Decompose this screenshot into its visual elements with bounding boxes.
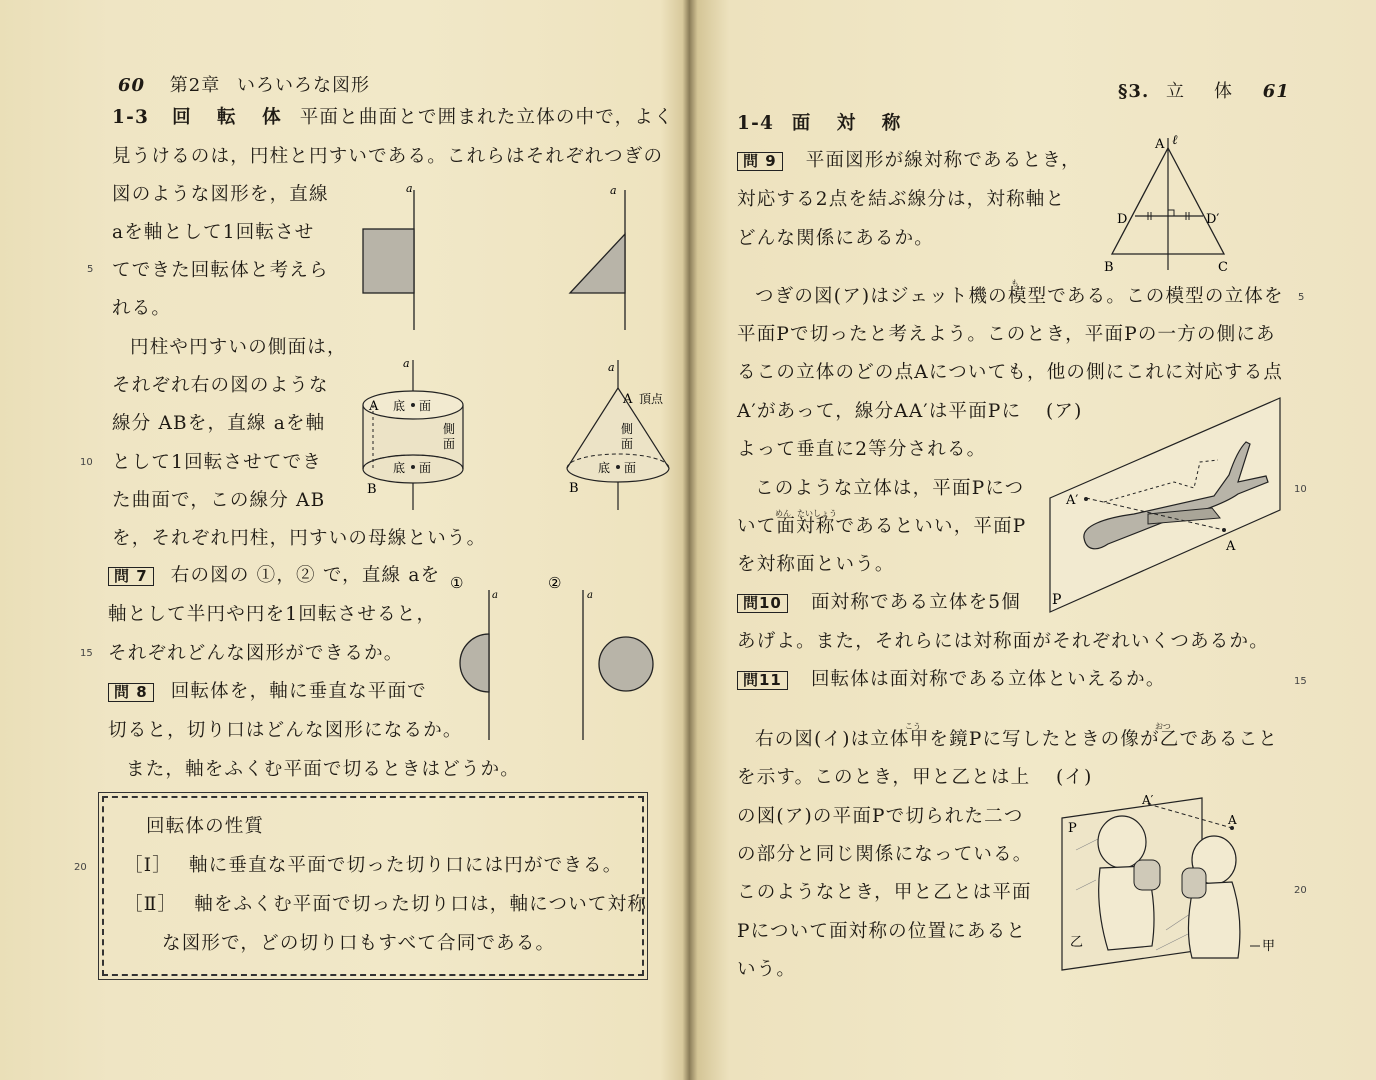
mirror-doll-figure — [1056, 790, 1286, 975]
line-number: 10 — [80, 457, 93, 468]
question-text: また，軸をふくむ平面で切るときはどうか。 — [126, 759, 521, 780]
question-text: 軸として半円や円を1回転させると， — [108, 604, 437, 625]
line-number: 20 — [74, 862, 87, 873]
doll-label: 乙 — [1070, 935, 1084, 950]
question-label: 問 7 — [108, 567, 154, 586]
question-7 — [108, 567, 440, 586]
question-text: どんな関係にあるか。 — [737, 228, 935, 249]
box-item-text: な図形で，どの切り口もすべて合同である。 — [162, 933, 556, 954]
ruby-text: おつ — [1155, 722, 1171, 731]
question-label: 問 9 — [737, 152, 783, 171]
point-label: A — [623, 392, 633, 407]
point-label: B — [569, 481, 579, 496]
question-11 — [737, 671, 1166, 690]
rotation-figures-top — [350, 180, 650, 340]
ruby-text: めん — [775, 509, 791, 518]
figure-label: 底 — [393, 399, 406, 413]
question-text: 対応する2点を結ぶ線分は，対称軸と — [737, 189, 1066, 210]
figure-label: 側 — [443, 422, 456, 436]
text-line: 平面Pで切ったと考えよう。このとき，平面Pの一方の側にあ — [737, 324, 1276, 345]
point-label: C — [1218, 260, 1228, 275]
text-line: 線分 ABを，直線 aを軸 — [112, 413, 326, 434]
plane-label: P — [1068, 821, 1077, 836]
question-text: あげよ。また，それらには対称面がそれぞれいくつあるか。 — [737, 631, 1269, 652]
text-line: の図(ア)の平面Pで切られた二つ — [737, 806, 1024, 827]
text-line: を対称面という。 — [737, 554, 895, 575]
ruby-text: も — [1011, 279, 1019, 288]
question-8 — [108, 683, 427, 702]
chapter-label: 第2章 — [169, 75, 221, 96]
text-line: た曲面で，この線分 AB — [112, 490, 326, 511]
text-line: このような立体は，平面Pにつ — [755, 478, 1025, 499]
text-line: 図のような図形を，直線 — [112, 184, 329, 205]
line-number: 10 — [1294, 484, 1307, 495]
text-line: を示す。このとき，甲と乙とは上 — [737, 767, 1031, 788]
question-label: 問11 — [737, 671, 788, 690]
box-item — [124, 857, 622, 876]
question-text: 面対称である立体を5個 — [810, 592, 1021, 613]
point-label: D′ — [1206, 212, 1220, 227]
right-header — [1118, 77, 1290, 103]
box-item-mark: ［Ⅱ］ — [124, 894, 178, 915]
ruby-text: たいしょう — [797, 509, 837, 518]
text-line: 見うけるのは，円柱と円すいである。これらはそれぞれつぎの — [112, 146, 664, 167]
question-text: それぞれどんな図形ができるか。 — [108, 643, 404, 664]
question-10 — [737, 594, 1021, 613]
figure-caption: (イ) — [1056, 767, 1093, 788]
section-title: 回 転 体 — [172, 107, 285, 128]
axis-label: a — [492, 590, 498, 601]
figure-caption: (ア) — [1046, 401, 1083, 422]
text-line: れる。 — [112, 298, 172, 319]
section-mark: §3. — [1118, 81, 1150, 102]
apex-label: 頂点 — [639, 392, 664, 406]
question-9 — [737, 152, 1081, 171]
point-label: B — [367, 482, 377, 497]
axis-label: a — [403, 357, 410, 370]
section-number: 1-3 — [112, 107, 150, 128]
text-line: 右の図(イ)は立体甲を鏡Pに写したときの像が乙であること — [755, 729, 1278, 750]
symmetric-triangle-figure — [1100, 130, 1240, 280]
text-line: それぞれ右の図のような — [112, 375, 329, 396]
figure-label: 面 — [419, 399, 432, 413]
plane-label: P — [1052, 592, 1062, 608]
figure-label: 面 — [621, 437, 634, 451]
text-line: を，それぞれ円柱，円すいの母線という。 — [112, 528, 487, 549]
point-label: B — [1104, 260, 1114, 275]
point-label: A′ — [1142, 793, 1154, 807]
line-number: 5 — [1298, 292, 1305, 303]
figure-number: ② — [548, 574, 562, 592]
text-line: 平面と曲面とで囲まれた立体の中で，よく — [299, 107, 674, 128]
box-title: 回転体の性質 — [146, 816, 265, 837]
text-line: よって垂直に2等分される。 — [737, 439, 987, 460]
text-line: このようなとき，甲と乙とは平面 — [737, 882, 1032, 903]
figure-label: 底 — [598, 461, 611, 475]
line-number: 20 — [1294, 885, 1307, 896]
box-item-text: 軸に垂直な平面で切った切り口には円ができる。 — [189, 855, 623, 876]
text-line: つぎの図(ア)はジェット機の模型である。この模型の立体を — [755, 286, 1284, 307]
text-line: いて面対称であるといい，平面P — [737, 516, 1027, 537]
axis-label: a — [608, 361, 615, 374]
left-header — [118, 71, 370, 97]
page-number-right: 61 — [1262, 81, 1290, 102]
ruby-text: こう — [905, 722, 921, 731]
text-line: Pについて面対称の位置にあると — [737, 921, 1027, 942]
section-number: 1-4 — [737, 113, 775, 134]
point-label: A — [369, 399, 379, 414]
section-heading-1-4 — [737, 115, 904, 134]
box-item-text: 軸をふくむ平面で切った切り口は，軸について対称 — [194, 894, 648, 915]
axis-label: a — [406, 182, 413, 195]
figure-label: 面 — [419, 461, 432, 475]
doll-label: 甲 — [1262, 939, 1276, 954]
point-label: D — [1117, 212, 1128, 227]
line-number: 15 — [80, 648, 93, 659]
question-label: 問 8 — [108, 683, 154, 702]
cylinder-cone-figure — [355, 355, 675, 515]
page-number-left: 60 — [118, 75, 146, 96]
text-line: るこの立体のどの点Aについても，他の側にこれに対応する点 — [737, 362, 1284, 383]
question-text: 回転体を，軸に垂直な平面で — [170, 681, 427, 702]
box-item — [124, 896, 647, 915]
text-line: として1回転させてでき — [112, 452, 322, 473]
text-line: の部分と同じ関係になっている。 — [737, 844, 1033, 865]
figure-label: 側 — [621, 422, 634, 436]
point-label: A — [1155, 137, 1165, 152]
chapter-title: いろいろな図形 — [236, 75, 370, 96]
figure-label: 面 — [624, 461, 637, 475]
question-7-figure — [440, 572, 670, 742]
question-text: 回転体は面対称である立体といえるか。 — [810, 669, 1166, 690]
text-line: aを軸として1回転させ — [112, 222, 315, 243]
section-title: 面 対 称 — [791, 113, 905, 134]
question-label: 問10 — [737, 594, 788, 613]
figure-number: ① — [450, 574, 464, 592]
point-label: A — [1226, 539, 1236, 554]
text-line: てできた回転体と考えら — [112, 260, 329, 281]
question-text: 右の図の ①，② で，直線 aを — [170, 565, 441, 586]
section-heading-1-3 — [112, 109, 674, 128]
point-label: A — [1228, 813, 1237, 827]
figure-label: 面 — [443, 437, 456, 451]
line-number: 5 — [87, 264, 94, 275]
section-header-title: 立 体 — [1165, 81, 1238, 102]
point-label: A′ — [1066, 493, 1079, 508]
question-text: 平面図形が線対称であるとき， — [805, 150, 1081, 171]
figure-label: 底 — [393, 461, 406, 475]
axis-label: a — [610, 184, 617, 197]
axis-label: ℓ — [1172, 133, 1178, 148]
jet-symmetry-figure — [1044, 390, 1284, 615]
text-line: A′があって，線分AA′は平面Pに — [737, 401, 1022, 422]
axis-label: a — [587, 590, 593, 601]
line-number: 15 — [1294, 676, 1307, 687]
question-text: 切ると，切り口はどんな図形になるか。 — [108, 720, 463, 741]
box-item-mark: ［Ⅰ］ — [124, 855, 172, 876]
text-line: 円柱や円すいの側面は， — [130, 337, 347, 358]
text-line: いう。 — [737, 959, 797, 980]
